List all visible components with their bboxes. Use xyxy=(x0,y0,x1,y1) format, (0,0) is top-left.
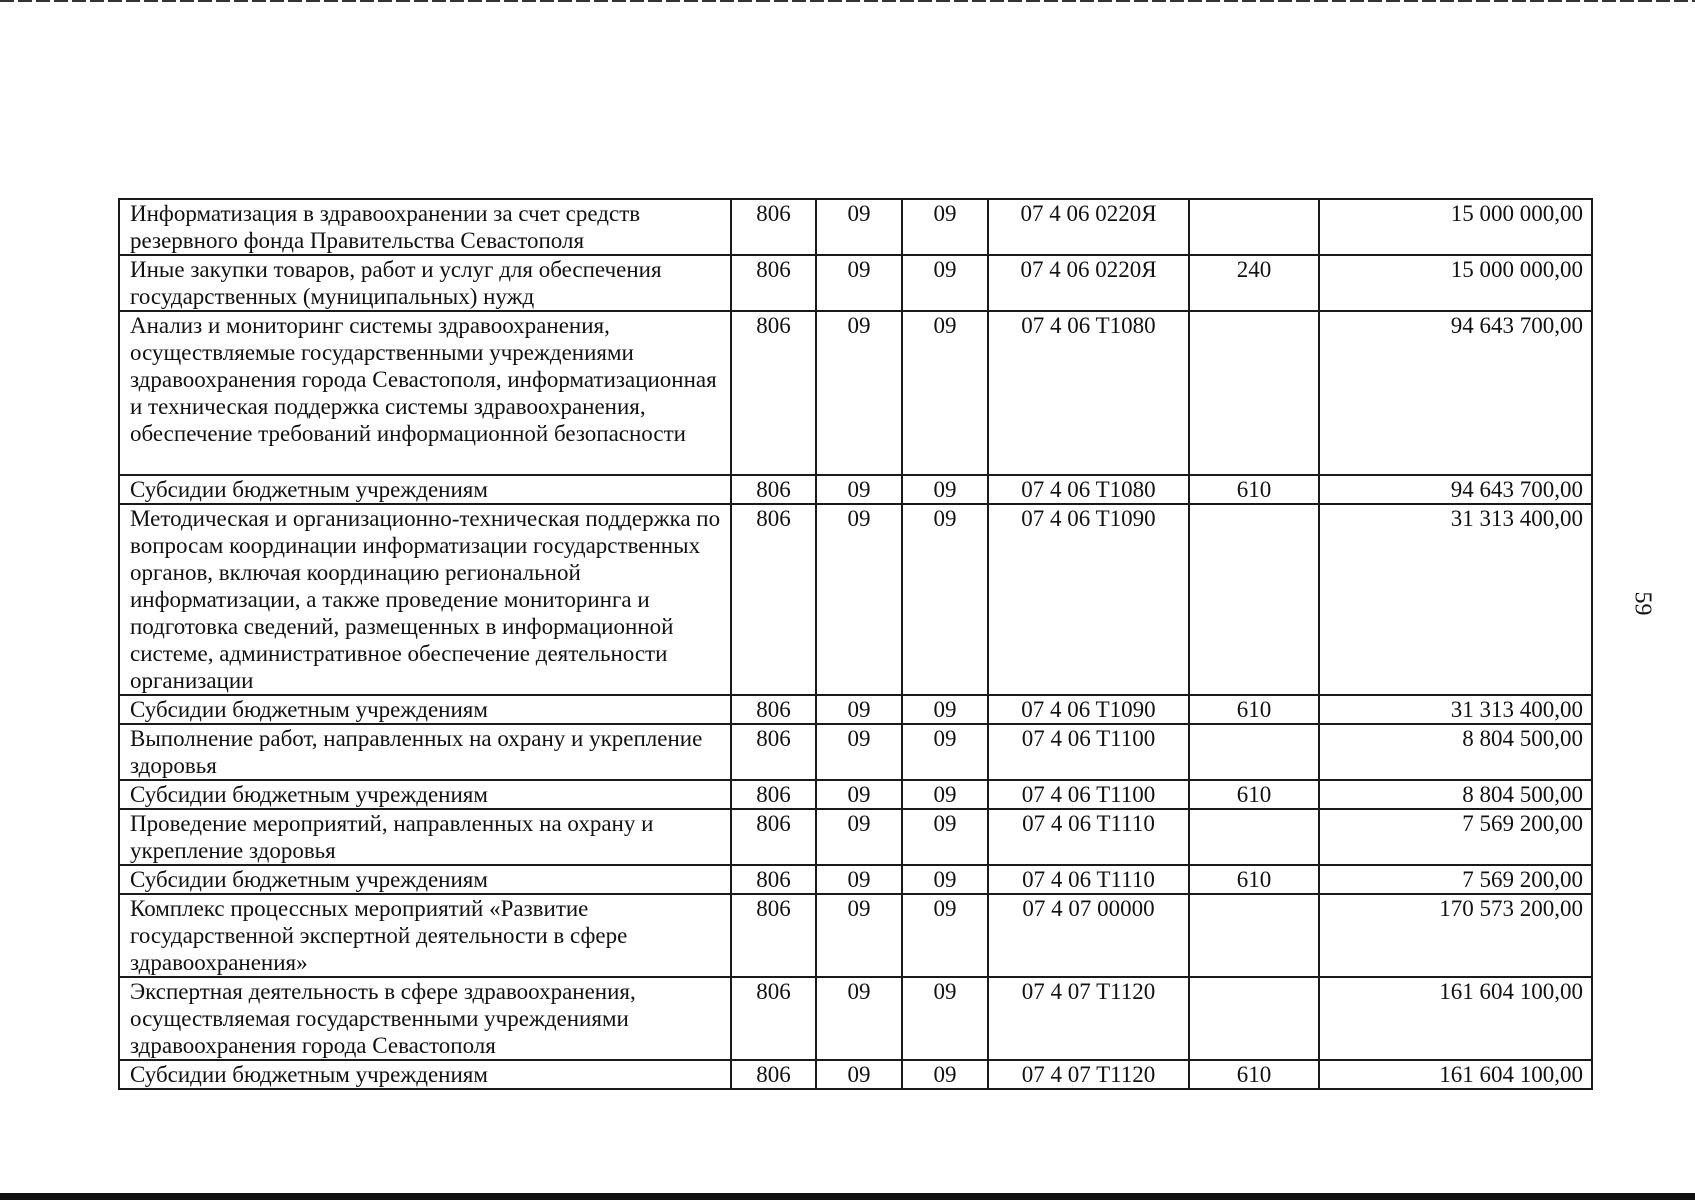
row-rz: 09 xyxy=(816,894,902,977)
row-ved: 806 xyxy=(731,255,816,311)
row-ved: 806 xyxy=(731,977,816,1060)
row-csr: 07 4 06 0220Я xyxy=(988,199,1189,255)
row-amount: 8 804 500,00 xyxy=(1319,780,1592,809)
row-ved: 806 xyxy=(731,894,816,977)
row-csr: 07 4 06 T1080 xyxy=(988,475,1189,504)
row-amount: 15 000 000,00 xyxy=(1319,199,1592,255)
row-rz: 09 xyxy=(816,504,902,695)
row-pr: 09 xyxy=(902,977,988,1060)
row-pr: 09 xyxy=(902,780,988,809)
table-row xyxy=(119,780,1592,809)
row-csr: 07 4 07 T1120 xyxy=(988,977,1189,1060)
row-ved: 806 xyxy=(731,475,816,504)
row-vr xyxy=(1189,809,1319,865)
budget-table xyxy=(118,198,1593,1090)
row-amount: 31 313 400,00 xyxy=(1319,504,1592,695)
row-vr xyxy=(1189,894,1319,977)
row-ved: 806 xyxy=(731,311,816,475)
row-vr: 610 xyxy=(1189,865,1319,894)
scan-bottom-edge xyxy=(0,1193,1695,1200)
row-csr: 07 4 06 T1110 xyxy=(988,809,1189,865)
row-vr: 610 xyxy=(1189,780,1319,809)
row-rz: 09 xyxy=(816,977,902,1060)
row-rz: 09 xyxy=(816,475,902,504)
row-amount: 8 804 500,00 xyxy=(1319,724,1592,780)
row-vr: 610 xyxy=(1189,1060,1319,1089)
row-pr: 09 xyxy=(902,255,988,311)
row-csr: 07 4 06 T1100 xyxy=(988,724,1189,780)
row-ved: 806 xyxy=(731,865,816,894)
row-csr: 07 4 06 T1090 xyxy=(988,695,1189,724)
table-row xyxy=(119,475,1592,504)
budget-table-body xyxy=(119,199,1592,1089)
row-csr: 07 4 06 T1110 xyxy=(988,865,1189,894)
row-pr: 09 xyxy=(902,894,988,977)
row-pr: 09 xyxy=(902,504,988,695)
row-csr: 07 4 06 T1100 xyxy=(988,780,1189,809)
row-name: Субсидии бюджетным учреждениям xyxy=(119,865,731,894)
row-name: Проведение мероприятий, направленных на охрану и укрепление здоровья xyxy=(119,809,731,865)
table-row xyxy=(119,894,1592,977)
row-vr xyxy=(1189,199,1319,255)
row-ved: 806 xyxy=(731,1060,816,1089)
row-name: Субсидии бюджетным учреждениям xyxy=(119,695,731,724)
row-ved: 806 xyxy=(731,504,816,695)
row-ved: 806 xyxy=(731,724,816,780)
row-amount: 7 569 200,00 xyxy=(1319,865,1592,894)
row-rz: 09 xyxy=(816,724,902,780)
row-name: Информатизация в здравоохранении за счет средств резервного фонда Правительства Севастополя xyxy=(119,199,731,255)
row-amount: 170 573 200,00 xyxy=(1319,894,1592,977)
table-row xyxy=(119,695,1592,724)
row-csr: 07 4 06 T1080 xyxy=(988,311,1189,475)
row-vr xyxy=(1189,311,1319,475)
row-vr xyxy=(1189,977,1319,1060)
row-name: Субсидии бюджетным учреждениям xyxy=(119,780,731,809)
row-rz: 09 xyxy=(816,865,902,894)
row-csr: 07 4 07 00000 xyxy=(988,894,1189,977)
row-vr: 610 xyxy=(1189,475,1319,504)
row-ved: 806 xyxy=(731,199,816,255)
row-pr: 09 xyxy=(902,724,988,780)
row-rz: 09 xyxy=(816,199,902,255)
row-rz: 09 xyxy=(816,695,902,724)
row-amount: 31 313 400,00 xyxy=(1319,695,1592,724)
row-ved: 806 xyxy=(731,809,816,865)
row-name: Иные закупки товаров, работ и услуг для обеспечения государственных (муниципальных) нужд xyxy=(119,255,731,311)
table-row xyxy=(119,255,1592,311)
row-pr: 09 xyxy=(902,1060,988,1089)
table-row xyxy=(119,865,1592,894)
row-amount: 94 643 700,00 xyxy=(1319,311,1592,475)
table-row xyxy=(119,311,1592,475)
row-amount: 161 604 100,00 xyxy=(1319,1060,1592,1089)
row-name: Комплекс процессных мероприятий «Развитие государственной экспертной деятельности в сфере здравоохранения» xyxy=(119,894,731,977)
scan-top-edge xyxy=(0,0,1695,2)
row-amount: 94 643 700,00 xyxy=(1319,475,1592,504)
row-pr: 09 xyxy=(902,311,988,475)
row-rz: 09 xyxy=(816,311,902,475)
row-name: Выполнение работ, направленных на охрану и укрепление здоровья xyxy=(119,724,731,780)
table-row xyxy=(119,724,1592,780)
row-vr xyxy=(1189,504,1319,695)
row-amount: 15 000 000,00 xyxy=(1319,255,1592,311)
table-row xyxy=(119,809,1592,865)
row-pr: 09 xyxy=(902,809,988,865)
row-ved: 806 xyxy=(731,780,816,809)
row-name: Анализ и мониторинг системы здравоохранения, осуществляемые государственными учреждениями здравоохранения города Севастополя, информатизационная и техническая поддержка системы здравоохранения, обеспечение требований информационной безопасности xyxy=(119,311,731,475)
row-amount: 161 604 100,00 xyxy=(1319,977,1592,1060)
row-pr: 09 xyxy=(902,695,988,724)
table-row xyxy=(119,1060,1592,1089)
row-csr: 07 4 07 T1120 xyxy=(988,1060,1189,1089)
row-vr: 610 xyxy=(1189,695,1319,724)
row-pr: 09 xyxy=(902,865,988,894)
page-number: 59 xyxy=(1629,591,1656,616)
row-amount: 7 569 200,00 xyxy=(1319,809,1592,865)
row-csr: 07 4 06 T1090 xyxy=(988,504,1189,695)
row-pr: 09 xyxy=(902,199,988,255)
row-rz: 09 xyxy=(816,255,902,311)
row-name: Методическая и организационно-техническая поддержка по вопросам координации информатизации государственных органов, включая координацию региональной информатизации, а также проведение мониторинга и подготовка сведений, размещенных в информационной системе, административное обеспечение деятельности организации xyxy=(119,504,731,695)
row-name: Субсидии бюджетным учреждениям xyxy=(119,1060,731,1089)
row-name: Экспертная деятельность в сфере здравоохранения, осуществляемая государственными учреждениями здравоохранения города Севастополя xyxy=(119,977,731,1060)
table-row xyxy=(119,199,1592,255)
row-ved: 806 xyxy=(731,695,816,724)
row-pr: 09 xyxy=(902,475,988,504)
row-rz: 09 xyxy=(816,1060,902,1089)
table-row xyxy=(119,504,1592,695)
row-rz: 09 xyxy=(816,780,902,809)
row-rz: 09 xyxy=(816,809,902,865)
row-csr: 07 4 06 0220Я xyxy=(988,255,1189,311)
row-name: Субсидии бюджетным учреждениям xyxy=(119,475,731,504)
table-row xyxy=(119,977,1592,1060)
row-vr xyxy=(1189,724,1319,780)
row-vr: 240 xyxy=(1189,255,1319,311)
